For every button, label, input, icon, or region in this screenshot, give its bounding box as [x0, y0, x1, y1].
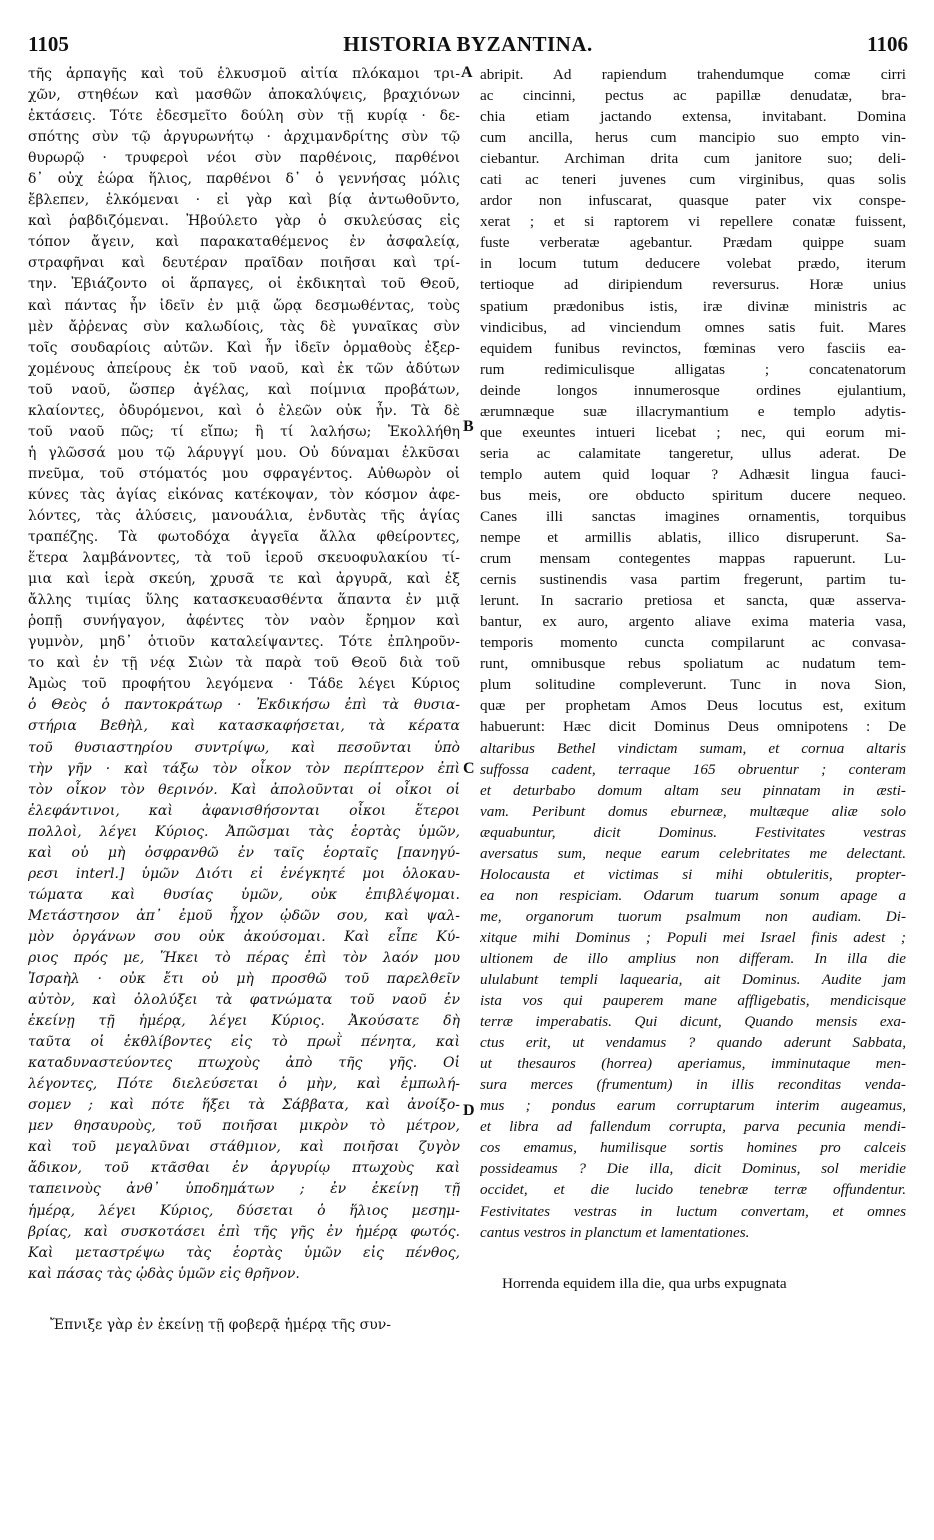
latin-text-line: xitque mihi Dominus ; Populi mei Israel finis adest ; [480, 928, 906, 946]
latin-text-line: vam. Peribunt domus eburneæ, multæque aliæ solo [480, 802, 906, 820]
greek-text-line: Καὶ μεταστρέψω τὰς ἑορτὰς ὑμῶν εἰς πένθος, [28, 1244, 460, 1261]
greek-text-column [28, 64, 460, 1336]
latin-text-line: ciebantur. Archiman drita cum janitore suo; deli- [480, 150, 906, 168]
latin-text-column [480, 64, 906, 1294]
greek-text-line: ἐκείνῃ τῇ ἡμέρᾳ, λέγει Κύριος. Ἀκούσατε δὴ [28, 1013, 460, 1030]
greek-text-line: ταῦτα οἱ ἐκθλίβοντες εἰς τὸ πρωῒ πένητα, καὶ [28, 1034, 460, 1051]
latin-text-line: ac cincinni, pectus ac papillæ denudatæ, bra- [480, 87, 906, 105]
latin-text-line: cernis sustinendis vasa partim fregerunt, partim tu- [480, 571, 906, 589]
greek-text-line: λόντες, τὰς ἁλύσεις, μανουάλια, ἐνδυτὰς τῆς ἁγίας [28, 507, 460, 524]
latin-text-line: plum solitudine compleverunt. Tunc in nova Sion, [480, 676, 906, 694]
greek-text-line: χῶν, στηθέων καὶ μασθῶν ἀποκαλύψεις, βραχιόνων [28, 87, 460, 104]
latin-text-line: runt, omnibusque rebus spoliatum ac nudatum tem- [480, 655, 906, 673]
greek-text-line: τοῦ ναοῦ πῶς; τί εἴπω; ἢ τί λαλήσω; Ἐκολλήθη [28, 423, 460, 440]
greek-text-line: κλαίοντες, ὀδυρόμενοι, καὶ ὁ ἐλεῶν οὐκ ἦν. Τὰ δὲ [28, 402, 460, 419]
latin-text-line: ultionem de illo amplius non differam. In illa die [480, 949, 906, 967]
latin-text-line: terræ imperabatis. Qui dicunt, Quando mensis exa- [480, 1013, 906, 1031]
greek-text-line: την. Ἐβιάζοντο οἱ ἅρπαγες, οἱ ἐκδικηταὶ τοῦ Θεοῦ, [28, 276, 460, 293]
page-number-right: 1106 [867, 32, 908, 56]
latin-text-line: seria ac calamitate tangeretur, ullus aderat. De [480, 444, 906, 462]
latin-text-line: Holocausta et victimas si mihi obtuleritis, propter- [480, 865, 906, 883]
page-number-left: 1105 [28, 32, 69, 56]
greek-text-line: τοῦ θυσιαστηρίου συντρίψω, καὶ πεσοῦνται ὑπὸ [28, 739, 460, 756]
greek-text-line: τόπον ἄγειν, καὶ παρακαταθέμενος ἐν ἀσφαλείᾳ, [28, 234, 460, 251]
greek-text-line: ταπεινοὺς ἀνθ᾽ ὑποδημάτων ; ἐν ἐκείνῃ τῇ [28, 1181, 460, 1198]
greek-text-line: αὐτὸν, καὶ ὀλολύξει τὰ φατνώματα τοῦ ναοῦ ἐν [28, 992, 460, 1009]
greek-text-line: ἄδικον, τοῦ κτᾶσθαι ἐν ἀργυρίῳ πτωχοὺς καὶ [28, 1160, 460, 1177]
latin-text-line: me, organorum tuorum psalmum non audiam. Di- [480, 907, 906, 925]
greek-text-line: ριος πρός με, Ἥκει τὸ πέρας ἐπὶ τὸν λαόν μου [28, 949, 460, 966]
greek-text-line: ἐκτάσεις. Τότε ἐδεσμεῖτο δούλη σὺν τῇ κυρίᾳ · δε- [28, 108, 460, 125]
latin-text-line: fuste verberatæ agebantur. Prædam quippe suam [480, 234, 906, 252]
greek-text-line: σομεν ; καὶ πότε ἥξει τὰ Σάββατα, καὶ ἀνοίξο- [28, 1097, 460, 1114]
greek-text-line: καὶ τοῦ μεγαλῦναι στάθμιον, καὶ ποιῆσαι ζυγὸν [28, 1139, 460, 1156]
latin-text-line: ululabunt templi laquearia, ait Dominus. Audite jam [480, 971, 906, 989]
greek-text-line: ῥοπῇ συνήγαγον, ἀφέντες τὸν ναὸν ἔρημον καὶ [28, 613, 460, 630]
latin-text-line: lerunt. In sacrario pretiosa et sancta, quæ asserva- [480, 592, 906, 610]
latin-text-line: ea non respiciam. Odarum tuarum sonum apage a [480, 886, 906, 904]
latin-text-line: vindicibus, ad vinciendum omnes satis fuit. Mares [480, 318, 906, 336]
greek-text-line: βρίας, καὶ συσκοτάσει ἐπὶ τῆς γῆς ἐν ἡμέρᾳ φωτός. [28, 1223, 460, 1240]
greek-text-line: τὸν οἶκον τὸν θερινόν. Καὶ ἀπολοῦνται οἱ οἶκοι οἱ [28, 781, 460, 798]
greek-text-line: Ἔπνιξε γὰρ ἐν ἐκείνῃ τῇ φοβερᾷ ἡμέρᾳ τῆς συν- [50, 1316, 391, 1333]
latin-text-line: bantur, ex auro, argento aliave exima materia vasa, [480, 613, 906, 631]
greek-text-line: τῆς ἁρπαγῆς καὶ τοῦ ἑλκυσμοῦ αἰτία πλόκαμοι τρι- [28, 66, 460, 82]
latin-text-line: templo autem quid loquar ? Adhæsit lingua fauci- [480, 465, 906, 483]
latin-text-line: ærumnæque suæ illacrymantium e templo adytis- [480, 402, 906, 420]
greek-text-line: ἔβλεπεν, ἑλκόμεναι · εἰ γὰρ καὶ βίᾳ ἀντωθοῦντο, [28, 192, 460, 209]
latin-text-line: Canes illi sanctas imagines ornamentis, torquibus [480, 507, 906, 525]
latin-text-line: in locum tutum deducere volebat prædo, iterum [480, 255, 906, 273]
greek-text-line: Ἰσραὴλ · οὐκ ἔτι οὐ μὴ προσθῶ τοῦ παρελθεῖν [28, 971, 460, 988]
latin-text-line: et deturbabo domum altam seu pinnatam in æsti- [480, 781, 906, 799]
greek-text-line: κύνες τὰς ἁγίας εἰκόνας κατέκοψαν, τὸν κόσμον ἀφε- [28, 486, 460, 503]
greek-text-line: το καὶ ἐν τῇ νέᾳ Σιὼν τὰ παρὰ τοῦ Θεοῦ διὰ τοῦ [28, 655, 460, 672]
greek-text-line: ἄλλης τιμίας ὕλης κατασκευασθέντα ἅπαντα ἐν μιᾷ [28, 592, 460, 609]
latin-text-line: Festivitates vestras in luctum convertam, et omnes [480, 1202, 906, 1220]
latin-text-line: sura merces (frumentum) in illis reconditas venda- [480, 1076, 906, 1094]
latin-text-line: que exeuntes intueri licebat ; nec, qui eorum mi- [480, 423, 906, 441]
latin-text-line: cum ancilla, herus cum mancipio suo empto vin- [480, 129, 906, 147]
greek-text-line: ρεσι interl.] ὑμῶν Διότι εἰ ἐνέγκητέ μοι ὁλοκαυ- [28, 865, 460, 882]
greek-text-line: μια καὶ ἱερὰ σκεύη, χρυσᾶ τε καὶ ἀργυρᾶ, καὶ ἐξ [28, 571, 460, 588]
greek-text-line: καὶ πάσας τὰς ᾠδὰς ὑμῶν εἰς θρῆνον. [28, 1265, 300, 1282]
greek-text-line: καὶ ῥαβδιζόμεναι. Ἠβούλετο γὰρ ὁ σκυλεύσας εἰς [28, 213, 460, 230]
latin-text-line: habuerunt: Hæc dicit Dominus Deus omnipotens : De [480, 718, 906, 736]
greek-text-line: μὸν ὀργάνων σου οὐκ ἀκούσομαι. Καὶ εἶπε Κύ- [28, 928, 460, 945]
latin-text-line: xerat ; et si raptorem vi repellere conatæ fuissent, [480, 213, 906, 231]
latin-text-line: crum mensam contegentes mappas rapuerunt. Lu- [480, 550, 906, 568]
latin-text-line: ut thesauros (horrea) aperiamus, imminutaque men- [480, 1055, 906, 1073]
page-header [28, 32, 908, 60]
greek-text-line: χομένους ἀπείρους ἐκ τοῦ ναοῦ, καὶ ἐκ τῶν ἀδύτων [28, 360, 460, 377]
greek-text-line: ἡ γλῶσσά μου τῷ λάρυγγί μου. Οὐ δύναμαι ἑλκῦσαι [28, 444, 460, 461]
greek-text-line: στραφῆναι καὶ δευτέραν πραῖδαν ποιῆσαι καὶ τρί- [28, 255, 460, 272]
latin-text-line: et libra ad fallendum corrupta, parva pecunia mendi- [480, 1118, 906, 1136]
latin-text-line: mus ; pondus earum corruptarum interim augeamus, [480, 1097, 906, 1115]
latin-text-line: ardor non infuscarat, quasque pater vix conspe- [480, 192, 906, 210]
latin-text-line: tertioque ad diripiendum reversurus. Horæ unius [480, 276, 906, 294]
greek-text-line: τοῖς σουδαρίοις αὐτῶν. Καὶ ἦν ἰδεῖν ὁρμαθοὺς ἐξερ- [28, 339, 460, 356]
greek-text-line: θυρωρῷ · τρυφεροὶ νέοι σὺν παρθένοις, παρθένοι [28, 150, 460, 167]
greek-text-line: μεν θησαυροὺς, τοῦ ποιῆσαι μικρὸν τὸ μέτρον, [28, 1118, 460, 1135]
latin-text-line: cantus vestros in planctum et lamentationes. [480, 1223, 750, 1241]
latin-text-line: ista vos qui pauperem mane affligebatis, mendicisque [480, 992, 906, 1010]
latin-text-line: deinde longos innumerosque ordines ejulantium, [480, 381, 906, 399]
latin-text-line: aversatus sum, neque earum celebritates me delectant. [480, 844, 906, 862]
latin-text-line: æquabuntur, dicit Dominus. Festivitates vestras [480, 823, 906, 841]
greek-text-line: δ᾽ οὐχ ἑώρα ἥλιος, παρθένοι δ᾽ ὁ γεννήσας μόλις [28, 171, 460, 188]
greek-text-line: ἕτερα λαμβάνοντες, τὰ τοῦ ἱεροῦ σκευοφυλακίου τί- [28, 550, 460, 567]
latin-text-line: nempe et armillis ablatis, illico disruperunt. Sa- [480, 529, 906, 547]
latin-text-line: chia etiam jactando extensa, invitabant. Domina [480, 108, 906, 126]
greek-text-line: γυμνὸν, μηδ᾽ ὁτιοῦν καταλείψαντες. Τότε ἐπληροῦν- [28, 634, 460, 651]
greek-text-line: πνεῦμα, τοῦ στόματός μου σφραγέντος. Αὐθωρὸν οἱ [28, 465, 460, 482]
margin-letter-d: D [463, 1102, 475, 1119]
greek-text-line: τώματα καὶ θυσίας ὑμῶν, οὐκ ἐπιβλέψομαι. [28, 886, 460, 903]
greek-text-line: στήρια Βεθὴλ, καὶ κατασκαφήσεται, τὰ κέρατα [28, 718, 460, 735]
running-title: HISTORIA BYZANTINA. [343, 32, 593, 56]
latin-text-line: cati ac teneri juvenes cum virginibus, quas solis [480, 171, 906, 189]
latin-text-line: rum redimiculisque alligatas ; concatenatorum [480, 360, 906, 378]
greek-text-line: τραπέζης. Τὰ φωτοδόχα ἀγγεῖα ἄλλα φθείροντες, [28, 529, 460, 546]
greek-text-line: Ἀμὼς τοῦ προφήτου λεγόμενα · Τάδε λέγει Κύριος [28, 676, 460, 693]
latin-text-line: cos emamus, humilisque sortis homines pro calceis [480, 1139, 906, 1157]
greek-text-line: ἡμέρᾳ, λέγει Κύριος, δύσεται ὁ ἥλιος μεσημ- [28, 1202, 460, 1219]
latin-text-line: Horrenda equidem illa die, qua urbs expugnata [502, 1274, 787, 1292]
latin-text-line: altaribus Bethel vindictam sumam, et cornua altaris [480, 739, 906, 757]
greek-text-line: σπότης σὺν τῷ ἀργυρωνήτῳ · ἀρχιμανδρίτης σὺν τῷ [28, 129, 460, 146]
greek-text-line: τοῦ ναοῦ, ὥσπερ ἀγέλας, καὶ ποίμνια προβάτων, [28, 381, 460, 398]
greek-text-line: καταδυναστεύοντες πτωχοὺς ἀπὸ τῆς γῆς. Οἱ [28, 1055, 460, 1072]
latin-text-line: ctus erit, ut vendamus ? quando aderunt Sabbata, [480, 1034, 906, 1052]
greek-text-line: λέγοντες, Πότε διελεύσεται ὁ μὴν, καὶ ἐμπωλή- [28, 1076, 460, 1093]
latin-text-line: temporis momento cuncta compilarunt ac convasa- [480, 634, 906, 652]
greek-text-line: τὴν γῆν · καὶ τάξω τὸν οἶκον τὸν περίπτερον ἐπὶ [28, 760, 460, 777]
greek-text-line: ὁ Θεὸς ὁ παντοκράτωρ · Ἐκδικήσω ἐπὶ τὰ θυσια- [28, 697, 460, 714]
latin-text-line: suffossa cadent, terraque 165 obruentur ; conteram [480, 760, 906, 778]
greek-text-line: καὶ πάντας ἦν ἰδεῖν ἐν μιᾷ ὥρᾳ δεσμωθέντας, τοὺς [28, 297, 460, 314]
margin-letter-a: A [461, 64, 473, 81]
greek-text-line: πολλοὶ, λέγει Κύριος. Ἀπῶσμαι τὰς ἑορτὰς ὑμῶν, [28, 823, 460, 840]
greek-text-line: καὶ οὐ μὴ ὀσφρανθῶ ἐν ταῖς ἑορταῖς [πανηγύ- [28, 844, 460, 861]
greek-text-line: Μετάστησον ἀπ᾽ ἐμοῦ ἦχον ᾠδῶν σου, καὶ ψαλ- [28, 907, 460, 924]
latin-text-line: abripit. Ad rapiendum trahendumque comæ cirri [480, 66, 906, 83]
latin-text-line: equidem funibus revinctos, fœminas vero fasciis ea- [480, 339, 906, 357]
latin-text-line: spatium prædonibus istis, iræ divinæ ministris ac [480, 297, 906, 315]
margin-letter-b: B [463, 418, 474, 435]
greek-text-line: μὲν ἄῤῥενας σὺν καλωδίοις, τὰς δὲ γυναῖκας σὺν [28, 318, 460, 335]
greek-text-line: ἐλεφάντινοι, καὶ ἀφανισθήσονται οἶκοι ἕτεροι [28, 802, 460, 819]
latin-text-line: quæ per prophetam Amos Deus locutus est, exitum [480, 697, 906, 715]
latin-text-line: possideamus ? Die illa, dicit Dominus, sol meridie [480, 1160, 906, 1178]
latin-text-line: occidet, et die lucido tenebræ terræ offundentur. [480, 1181, 906, 1199]
latin-text-line: bus meis, ore obducto spiritum ducere nequeo. [480, 486, 906, 504]
margin-letter-c: C [463, 760, 475, 777]
